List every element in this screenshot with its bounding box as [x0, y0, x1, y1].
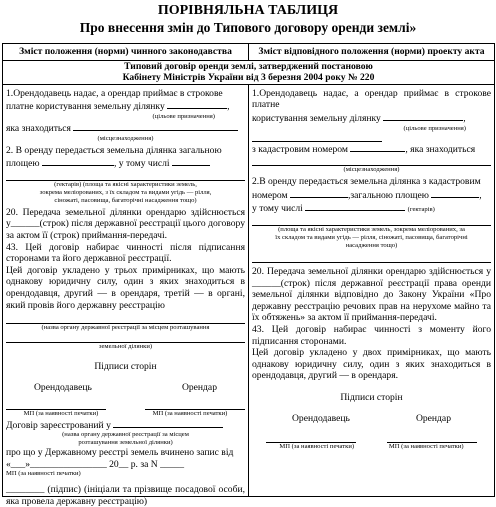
right-p43: 43. Цей договір набирає чинності з моменту його підписання сторонами. [252, 323, 491, 347]
left-record-date: «___»________________ 20__ р. за N _____ [6, 458, 185, 470]
left-mp2: МП (за наявності печатки) [152, 409, 228, 417]
right-p2c-line [252, 201, 491, 215]
left-p2b-mid: , у тому числі [113, 158, 170, 170]
band-cell [3, 61, 495, 85]
band-line-2: Кабінету Міністрів України від 3 березня 2004 року № 220 [122, 72, 375, 84]
comparison-table [2, 43, 495, 507]
left-registered-line [6, 418, 245, 432]
left-p2-note1: (гектарів) (площа та якісні характеристики земель, [54, 180, 197, 188]
right-p2-note3: насадження тощо) [345, 241, 398, 249]
right-p2b: номером [252, 189, 288, 201]
left-reg-note1: (назва органу державної реєстрації за місцем розташування [41, 324, 210, 332]
left-p2a: 2. В оренду передається земельна ділянка загальною [6, 144, 222, 156]
left-column [3, 84, 249, 507]
right-p2-note2: їх складом та видами угідь — рілля, сіножаті, пасовища, багаторічні [275, 233, 468, 241]
right-mp1: МП (за наявності печатки) [279, 442, 355, 450]
left-p43: 43. Цей договір набирає чинності після підписання сторонами та його державної реєстрації. [6, 241, 245, 265]
left-mp1: МП (за наявності печатки) [23, 409, 99, 417]
left-record: про що у Державному реєстрі земель вчинено запис від [6, 447, 234, 459]
right-mp2: МП (за наявності печатки) [388, 442, 464, 450]
document-page [0, 3, 496, 507]
right-p20: 20. Передача земельної ділянки орендарю здійснюється у ______(строк) після державної реєстрації права оренди земельної ділянки відповідно до Закону України «Про державну реєстрацію речових прав на нерухоме майно та їх обтяжень» за актом її приймання-передачі. [252, 265, 491, 324]
left-p2b: площею [6, 158, 40, 170]
right-p1b-note: (цільове призначення) [403, 124, 466, 132]
header-draft-act: Зміст відповідного положення (норми) проекту акта [249, 44, 495, 61]
right-p2a: 2.В оренду передається земельна ділянка з кадастровим [252, 176, 481, 188]
right-signs: Підписи сторін [340, 391, 403, 403]
left-mp3: МП (за наявності печатки) [6, 470, 81, 478]
right-lessor: Орендодавець [292, 413, 350, 425]
left-lessor: Орендодавець [34, 381, 92, 393]
right-p2c-note: (гектарів) [407, 206, 435, 214]
left-p2-note3: сіножаті, пасовища, багаторічні насадження тощо) [54, 196, 197, 204]
left-p1b: платне користування земельну ділянку [6, 101, 165, 113]
left-copies: Цей договір укладено у трьох примірниках, що мають однакову юридичну силу, один з яких знаходиться в орендодавця, другий — в орендаря, третій — в органі, який провів його державну реєстрацію [6, 264, 245, 311]
right-p1c-note: (місцезнаходження) [343, 166, 400, 174]
left-registered: Договір зареєстрований у [6, 419, 111, 431]
left-p1b-line: платне користування земельну ділянку , [6, 101, 230, 113]
table-body-row [3, 84, 495, 496]
left-p20: 20. Передача земельної ділянки орендарю здійснюється у______(строк) після державної реєстрації цього договору за актом її (строк) приймання-передачі. [6, 206, 245, 241]
right-p1a: 1.Орендодавець надає, а орендар приймає в строкове платне [252, 87, 491, 111]
left-reg-note3: (назва органу державної реєстрації за місцем [62, 431, 189, 439]
table-header-row [3, 44, 495, 61]
table-band-row [3, 61, 495, 85]
left-p1c: яка знаходиться [6, 123, 71, 134]
right-p1b: користування земельну ділянку [252, 113, 381, 124]
right-p2b-line: номером ,загальною площею , [252, 189, 482, 201]
left-p1a: 1.Орендодавець надає, а орендар приймає в строкове [6, 87, 223, 99]
header-current-law: Зміст положення (норми) чинного законодавства [3, 44, 249, 61]
left-p1b-note: (цільове призначення) [152, 113, 215, 120]
right-p1b-line: користування земельну ділянку , [252, 113, 466, 124]
band-line-1: Типовий договір оренди землі, затверджений постановою [124, 61, 373, 72]
right-p2c: у тому числі [252, 203, 303, 215]
left-p2b-line [6, 156, 245, 170]
left-signs: Підписи сторін [94, 360, 157, 372]
left-final: ________ (підпис) (ініціали та прізвище посадової особи, яка провела державну реєстрацію) [6, 484, 245, 507]
left-p1c-line [6, 121, 245, 135]
left-p2-note2: зокрема меліорованих, з їх складом та видами угідь — рілля, [39, 188, 212, 196]
right-p1c-line [252, 142, 491, 156]
page-subtitle: Про внесення змін до Типового договору оренди землі» [79, 20, 417, 35]
right-p1c-end: , яка знаходиться [405, 143, 476, 155]
right-lessee: Орендар [415, 413, 451, 425]
left-reg-note4: розташування земельної ділянки) [78, 439, 173, 447]
page-title: ПОРІВНЯЛЬНА ТАБЛИЦЯ [157, 3, 339, 18]
right-copies: Цей договір укладено у двох примірниках, що мають однакову юридичну силу, один з яких знаходиться в орендодавця, другий — в орендаря. [252, 347, 491, 382]
right-column [249, 84, 495, 496]
left-lessee: Орендар [181, 381, 217, 393]
right-p2b-mid: ,загальною площею [347, 189, 429, 201]
right-p1c-mid: з кадастровим номером [252, 143, 348, 155]
left-p1c-note: (місцезнаходження) [97, 134, 154, 142]
right-p2-note1: (площа та якісні характеристики земель, зокрема меліорованих, за [278, 225, 465, 233]
left-reg-note2: земельної ділянки) [98, 343, 153, 351]
